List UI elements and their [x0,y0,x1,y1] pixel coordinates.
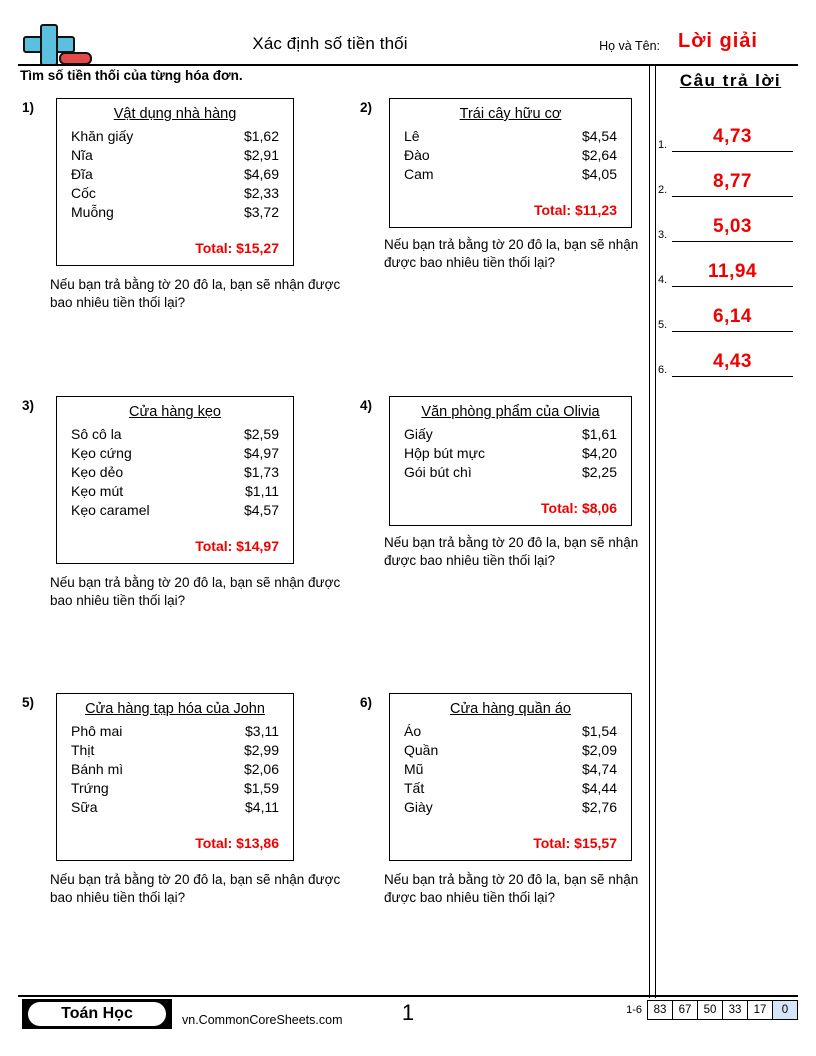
item-price: $1,59 [243,780,279,796]
receipt-total: Total: $8,06 [541,500,617,516]
item-name: Hộp bút mực [404,445,485,461]
receipt-item-row [71,760,279,779]
receipt-item-row [71,444,279,463]
item-name: Mũ [404,761,424,777]
item-price: $4,20 [581,445,617,461]
item-price: $4,69 [243,166,279,182]
answer-blank-line [672,196,793,197]
receipt-item-row [71,741,279,760]
answer-value: 8,77 [713,171,752,192]
answer-blank-line [672,151,793,152]
receipt-total: Total: $14,97 [195,538,279,554]
item-name: Cốc [71,185,96,201]
receipt-item-row [71,798,279,817]
site-url: vn.CommonCoreSheets.com [182,1013,343,1027]
item-price: $1,73 [243,464,279,480]
item-price: $2,25 [581,464,617,480]
receipt-title: Trái cây hữu cơ [459,106,562,122]
item-name: Quần [404,742,439,758]
item-name: Muỗng [71,204,114,220]
receipt-item-row [71,425,279,444]
receipt-item-row [71,184,279,203]
item-price: $2,09 [581,742,617,758]
item-name: Thịt [71,742,95,758]
item-price: $1,11 [245,483,279,499]
score-cell: 17 [748,1001,773,1019]
brand-name: Toán Học [28,1002,166,1026]
item-name: Lê [404,128,420,144]
answer-blank-line [672,331,793,332]
receipt-item-row [71,165,279,184]
item-name: Giày [404,799,433,815]
item-price: $2,99 [243,742,279,758]
item-price: $4,57 [243,502,279,518]
answer-column-heading: Câu trả lời [679,71,782,90]
answer-row [658,298,808,332]
receipt-item-row [404,741,617,760]
answer-number: 1. [658,139,668,151]
answer-blank-line [672,376,793,377]
item-name: Giấy [404,426,433,442]
receipt-card [389,98,632,228]
item-name: Kẹo cứng [71,445,132,461]
receipt-item-row [404,146,617,165]
item-price: $1,61 [581,426,617,442]
item-price: $4,97 [243,445,279,461]
score-range-label: 1-6 [626,1004,642,1016]
problem-prompt: Nếu bạn trả bằng tờ 20 đô la, bạn sẽ nhận được bao nhiêu tiền thối lại? [50,575,341,608]
receipt-item-row [404,760,617,779]
plus-minus-math-logo-icon [18,24,92,66]
footer-divider [18,995,798,997]
score-cell: 50 [698,1001,723,1019]
instruction-text: Tìm số tiền thối của từng hóa đơn. [20,68,243,83]
receipt-item-row [71,722,279,741]
item-name: Phô mai [71,723,123,739]
item-name: Đĩa [71,166,93,182]
receipt-item-row [71,779,279,798]
answer-blank-line [672,241,793,242]
receipt-item-row [404,798,617,817]
item-name: Cam [404,166,434,182]
answer-column [658,64,816,384]
item-price: $1,54 [581,723,617,739]
problem-prompt: Nếu bạn trả bằng tờ 20 đô la, bạn sẽ nhận được bao nhiêu tiền thối lại? [50,277,341,310]
score-cell: 83 [648,1001,673,1019]
item-name: Sô cô la [71,426,122,442]
receipt-title: Văn phòng phẩm của Olivia [421,404,600,420]
answer-value: 4,43 [713,351,752,372]
problem-number: 4) [360,398,373,413]
item-price: $2,91 [243,147,279,163]
item-name: Gói bút chì [404,464,472,480]
receipt-title: Cửa hàng tạp hóa của John [85,701,265,717]
item-price: $4,44 [581,780,617,796]
item-price: $4,54 [581,128,617,144]
item-price: $3,72 [243,204,279,220]
receipt-item-row [71,127,279,146]
receipt-item-row [71,501,279,520]
score-boxes [647,1000,798,1020]
answer-value: 11,94 [708,261,757,282]
page-number: 1 [401,1000,415,1025]
item-price: $4,05 [581,166,617,182]
receipt-item-row [404,165,617,184]
worksheet-title: Xác định số tiền thối [252,34,408,53]
receipt-item-row [404,463,617,482]
receipt-total: Total: $13,86 [195,835,279,851]
answer-number: 3. [658,229,668,241]
answer-blank-line [672,286,793,287]
receipt-card [56,98,294,266]
name-field-label: Họ và Tên: [599,39,660,53]
answer-number: 5. [658,319,668,331]
receipt-total: Total: $15,57 [533,835,617,851]
item-name: Trứng [71,780,109,796]
receipt-item-row [404,425,617,444]
item-name: Tất [404,780,425,796]
score-cell-current: 0 [773,1001,797,1019]
problem-prompt: Nếu bạn trả bằng tờ 20 đô la, bạn sẽ nhận được bao nhiêu tiền thối lại? [50,872,341,905]
problem-number: 1) [22,100,35,115]
problem-prompt: Nếu bạn trả bằng tờ 20 đô la, bạn sẽ nhận được bao nhiêu tiền thối lại? [384,872,639,905]
receipt-total: Total: $11,23 [533,202,617,218]
receipt-title: Cửa hàng quần áo [450,701,571,717]
problem-number: 6) [360,695,373,710]
problem-number: 5) [22,695,35,710]
item-name: Kẹo caramel [71,502,150,518]
score-strip [626,1000,798,1020]
item-price: $2,59 [243,426,279,442]
receipt-item-row [404,127,617,146]
receipt-title: Vật dụng nhà hàng [113,106,237,122]
problem-prompt: Nếu bạn trả bằng tờ 20 đô la, bạn sẽ nhận được bao nhiêu tiền thối lại? [384,237,639,270]
item-name: Đào [404,147,430,163]
receipt-item-row [404,779,617,798]
item-name: Nĩa [71,147,93,163]
item-price: $2,64 [581,147,617,163]
item-name: Kẹo mút [71,483,124,499]
answer-number: 2. [658,184,668,196]
receipt-item-row [71,146,279,165]
item-name: Kẹo dẻo [71,464,124,480]
receipt-item-row [404,722,617,741]
answer-row [658,253,808,287]
answer-row [658,208,808,242]
item-price: $1,62 [243,128,279,144]
answer-column-divider-inner [655,64,656,998]
item-price: $4,11 [245,799,279,815]
answer-row [658,163,808,197]
page-header [0,0,816,66]
problem-number: 2) [360,100,373,115]
receipt-item-row [404,444,617,463]
problem-number: 3) [22,398,35,413]
receipt-card [389,693,632,861]
item-price: $4,74 [581,761,617,777]
answer-value: 5,03 [713,216,752,237]
answer-value: 4,73 [713,126,752,147]
item-name: Áo [404,723,422,739]
receipt-title: Cửa hàng kẹo [129,404,221,420]
receipt-card [389,396,632,526]
item-price: $2,76 [581,799,617,815]
receipt-total: Total: $15,27 [195,240,279,256]
item-name: Khăn giấy [71,128,134,144]
score-cell: 67 [673,1001,698,1019]
item-name: Sữa [71,799,98,815]
item-price: $2,06 [243,761,279,777]
answer-row [658,118,808,152]
item-price: $3,11 [245,723,279,739]
answer-row [658,343,808,377]
problem-prompt: Nếu bạn trả bằng tờ 20 đô la, bạn sẽ nhận được bao nhiêu tiền thối lại? [384,535,639,568]
receipt-item-row [71,203,279,222]
answer-column-divider-outer [649,64,650,998]
item-price: $2,33 [243,185,279,201]
answer-number: 4. [658,274,668,286]
item-name: Bánh mì [71,761,124,777]
score-cell: 33 [723,1001,748,1019]
receipt-card [56,396,294,564]
receipt-card [56,693,294,861]
answer-number: 6. [658,364,668,376]
answer-value: 6,14 [713,306,752,327]
receipt-item-row [71,482,279,501]
receipt-item-row [71,463,279,482]
name-field-value: Lời giải [677,30,758,52]
